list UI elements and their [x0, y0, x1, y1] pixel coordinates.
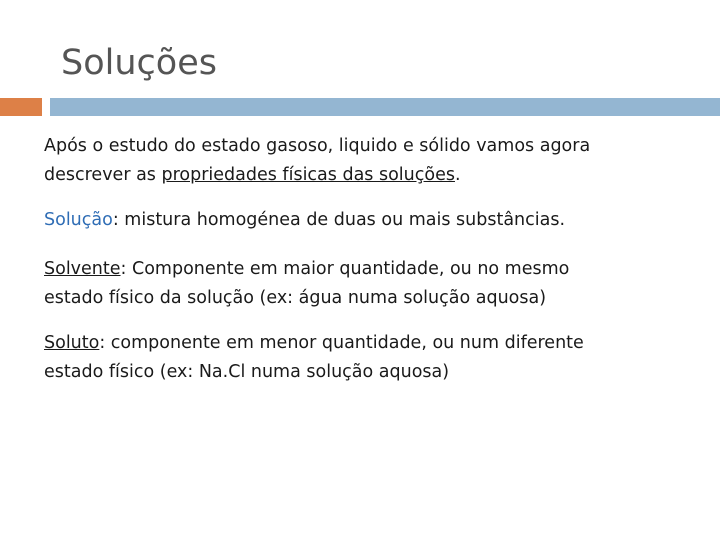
slide-body [44, 132, 684, 403]
solucao-definition-text: : mistura homogénea de duas ou mais substâncias. [112, 210, 566, 230]
intro-line-2-suffix: . [454, 165, 461, 185]
intro-paragraph [44, 132, 684, 190]
intro-line-2-prefix: descrever as [44, 165, 162, 185]
solucao-definition [44, 206, 684, 235]
solvente-line-2: estado físico da solução (ex: água numa solução aquosa) [44, 288, 547, 308]
title-accent-orange-bar [0, 98, 42, 116]
solucao-term: Solução [44, 210, 113, 230]
title-accent-blue-bar [50, 98, 720, 116]
solvente-term: Solvente [44, 259, 121, 279]
soluto-definition [44, 329, 684, 387]
solvente-line-1-rest: : Componente em maior quantidade, ou no mesmo [120, 259, 570, 279]
slide-title: Soluções [61, 43, 217, 83]
solvente-definition [44, 255, 684, 313]
soluto-term: Soluto [44, 333, 100, 353]
soluto-line-2: estado físico (ex: Na.Cl numa solução aquosa) [44, 362, 450, 382]
soluto-line-1-rest: : componente em menor quantidade, ou num diferente [99, 333, 584, 353]
physical-properties-link[interactable]: propriedades físicas das soluções [161, 165, 455, 185]
intro-line-1: Após o estudo do estado gasoso, liquido e sólido vamos agora [44, 136, 591, 156]
